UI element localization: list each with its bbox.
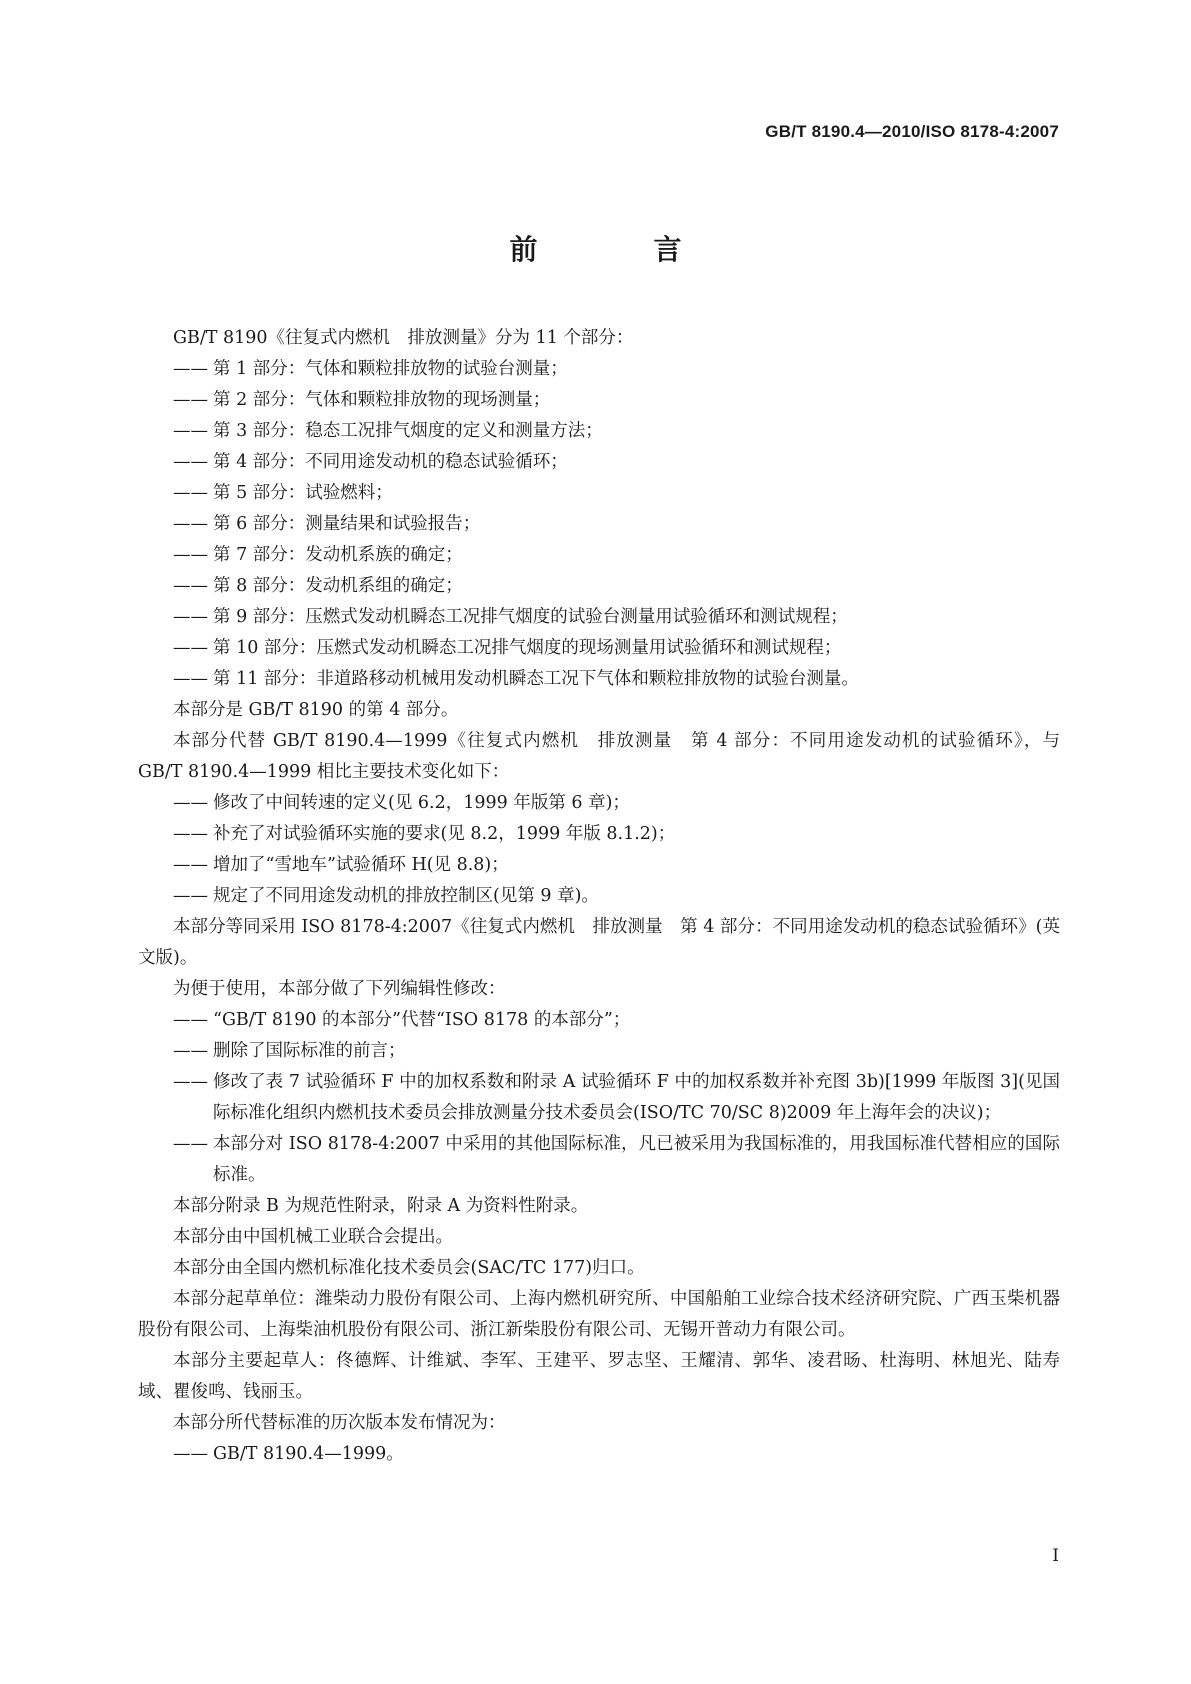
list-item: —— 第 6 部分：测量结果和试验报告；	[173, 514, 481, 534]
list-item: —— 本部分对 ISO 8178-4:2007 中采用的其他国际标准，凡已被采用为我国标准的，用我国标准代替相应的国际标准。	[173, 1134, 1060, 1185]
parts-list	[138, 354, 1060, 695]
list-item: —— 第 3 部分：稳态工况排气烟度的定义和测量方法；	[173, 421, 603, 441]
list-item: —— 第 2 部分：气体和颗粒排放物的现场测量；	[173, 390, 551, 410]
list-item: —— 第 9 部分：压燃式发动机瞬态工况排气烟度的试验台测量用试验循环和测试规程；	[173, 607, 848, 627]
changes-list	[138, 788, 1060, 912]
paragraph: 本部分由中国机械工业联合会提出。	[173, 1227, 453, 1247]
paragraph: 本部分等同采用 ISO 8178-4:2007《往复式内燃机 排放测量 第 4 部分：不同用途发动机的稳态试验循环》(英文版)。	[138, 917, 1060, 968]
paragraph: 本部分主要起草人：佟德辉、计维斌、李军、王建平、罗志坚、王耀清、郭华、凌君旸、杜海明、林旭光、陆寿域、瞿俊鸣、钱丽玉。	[138, 1351, 1060, 1402]
list-item: —— 第 7 部分：发动机系族的确定；	[173, 545, 463, 565]
list-item: —— 规定了不同用途发动机的排放控制区(见第 9 章)。	[173, 886, 599, 906]
history-list	[138, 1439, 1060, 1470]
list-item: —— 第 5 部分：试验燃料；	[173, 483, 393, 503]
paragraph: 本部分由全国内燃机标准化技术委员会(SAC/TC 177)归口。	[173, 1258, 645, 1278]
list-item: —— 修改了中间转速的定义(见 6.2，1999 年版第 6 章)；	[173, 793, 630, 813]
document-body	[138, 323, 1060, 1470]
page-title: 前 言	[509, 233, 726, 266]
list-item: —— 增加了“雪地车”试验循环 H(见 8.8)；	[173, 855, 509, 875]
list-item: —— “GB/T 8190 的本部分”代替“ISO 8178 的本部分”；	[173, 1010, 631, 1030]
paragraph: 本部分所代替标准的历次版本发布情况为：	[173, 1413, 506, 1433]
paragraph: 本部分是 GB/T 8190 的第 4 部分。	[173, 700, 459, 720]
paragraph: 本部分附录 B 为规范性附录，附录 A 为资料性附录。	[173, 1196, 589, 1216]
list-item: —— 第 4 部分：不同用途发动机的稳态试验循环；	[173, 452, 568, 472]
list-item: —— GB/T 8190.4—1999。	[173, 1444, 404, 1464]
list-item: —— 第 11 部分：非道路移动机械用发动机瞬态工况下气体和颗粒排放物的试验台测量。	[173, 669, 859, 689]
list-item: —— 第 8 部分：发动机系组的确定；	[173, 576, 463, 596]
page-number: I	[1052, 1546, 1059, 1566]
list-item: —— 补充了对试验循环实施的要求(见 8.2，1999 年版 8.1.2)；	[173, 824, 676, 844]
paragraph: GB/T 8190《往复式内燃机 排放测量》分为 11 个部分：	[173, 328, 634, 348]
edits-list	[138, 1005, 1060, 1191]
list-item: —— 修改了表 7 试验循环 F 中的加权系数和附录 A 试验循环 F 中的加权系数并补充图 3b)[1999 年版图 3](见国际标准化组织内燃机技术委员会排放测量分技术委员会(ISO/TC 70/SC 8)2009 年上海年会的决议)；	[173, 1072, 1060, 1123]
standard-code: GB/T 8190.4—2010/ISO 8178-4:2007	[765, 122, 1059, 141]
paragraph: 本部分代替 GB/T 8190.4—1999《往复式内燃机 排放测量 第 4 部分：不同用途发动机的试验循环》，与 GB/T 8190.4—1999 相比主要技术变化如下：	[138, 731, 1060, 782]
list-item: —— 删除了国际标准的前言；	[173, 1041, 406, 1061]
paragraph: 本部分起草单位：潍柴动力股份有限公司、上海内燃机研究所、中国船舶工业综合技术经济研究院、广西玉柴机器股份有限公司、上海柴油机股份有限公司、浙江新柴股份有限公司、无锡开普动力有限公司。	[138, 1289, 1060, 1340]
list-item: —— 第 10 部分：压燃式发动机瞬态工况排气烟度的现场测量用试验循环和测试规程；	[173, 638, 842, 658]
list-item: —— 第 1 部分：气体和颗粒排放物的试验台测量；	[173, 359, 568, 379]
paragraph: 为便于使用，本部分做了下列编辑性修改：	[173, 979, 506, 999]
